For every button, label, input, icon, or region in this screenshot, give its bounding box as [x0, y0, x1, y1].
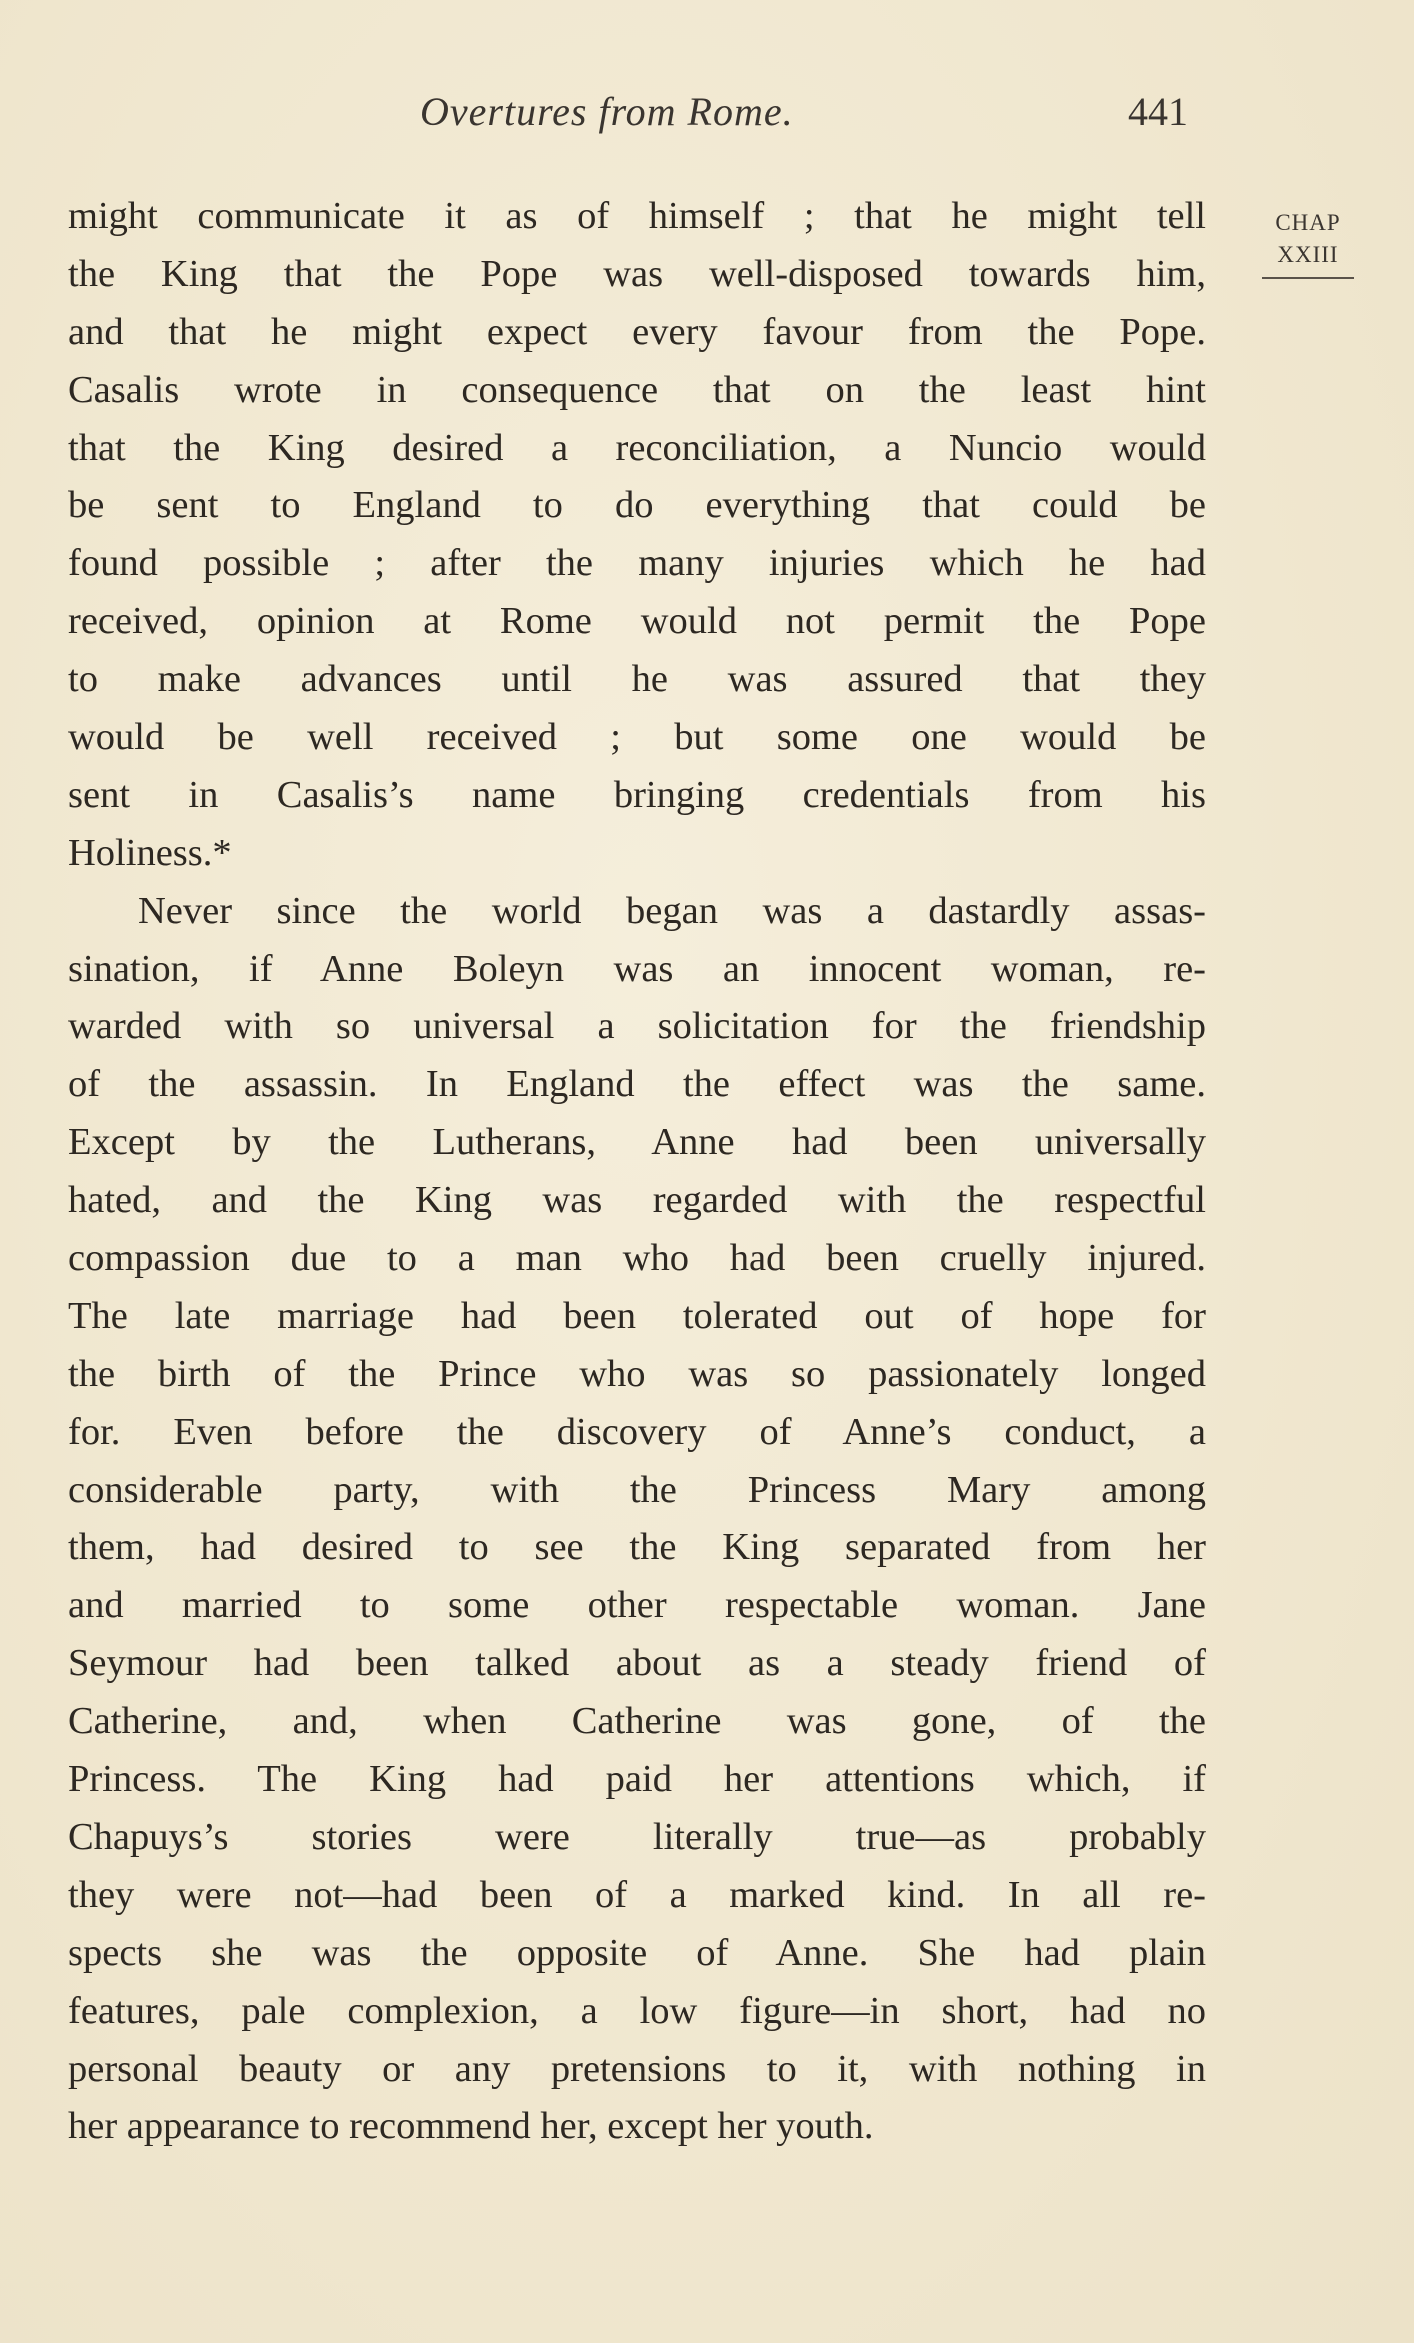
text-line: her appearance to recommend her, except her youth.	[68, 2105, 874, 2148]
text-line: found possible ; after the many injuries which he had	[68, 542, 1206, 585]
text-line: Never since the world began was a dastardly assas-	[138, 889, 1206, 932]
margin-note-chap: CHAP	[1275, 210, 1341, 235]
text-line: would be well received ; but some one would be	[68, 716, 1206, 759]
text-line: Except by the Lutherans, Anne had been universally	[68, 1121, 1206, 1164]
text-line: Seymour had been talked about as a steady friend of	[68, 1642, 1206, 1685]
body-text	[68, 188, 1206, 2156]
text-line: hated, and the King was regarded with the respectful	[68, 1179, 1206, 1222]
running-head-title: Overtures from Rome.	[420, 89, 794, 134]
text-line: sination, if Anne Boleyn was an innocent woman, re-	[68, 947, 1206, 990]
text-line: them, had desired to see the King separated from her	[68, 1526, 1206, 1569]
text-line: features, pale complexion, a low figure—in short, had no	[68, 1989, 1206, 2032]
text-line: they were not—had been of a marked kind. In all re-	[68, 1873, 1206, 1916]
text-line: of the assassin. In England the effect was the same.	[68, 1063, 1206, 1106]
text-line: received, opinion at Rome would not permit the Pope	[68, 600, 1206, 643]
text-line: warded with so universal a solicitation for the friendship	[68, 1005, 1206, 1048]
text-line: personal beauty or any pretensions to it, with nothing in	[68, 2047, 1206, 2090]
text-line: sent in Casalis’s name bringing credentials from his	[68, 773, 1206, 816]
text-line: and that he might expect every favour from the Pope.	[68, 310, 1206, 353]
text-line: to make advances until he was assured that they	[68, 658, 1206, 701]
text-line: compassion due to a man who had been cruelly injured.	[68, 1237, 1206, 1280]
text-line: Holiness.*	[68, 831, 232, 874]
text-line: the King that the Pope was well-disposed towards him,	[68, 252, 1206, 295]
text-line: and married to some other respectable woman. Jane	[68, 1584, 1206, 1627]
margin-note-rule	[1262, 277, 1354, 279]
text-line: for. Even before the discovery of Anne’s conduct, a	[68, 1410, 1206, 1453]
text-line: Princess. The King had paid her attentions which, if	[68, 1758, 1206, 1801]
text-line: The late marriage had been tolerated out of hope for	[68, 1294, 1206, 1337]
text-line: considerable party, with the Princess Mary among	[68, 1468, 1206, 1511]
text-line: that the King desired a reconciliation, a Nuncio would	[68, 426, 1206, 469]
text-line: be sent to England to do everything that could be	[68, 484, 1206, 527]
chapter-margin-note	[1262, 207, 1354, 279]
text-line: might communicate it as of himself ; that he might tell	[68, 195, 1206, 237]
text-line: the birth of the Prince who was so passionately longed	[68, 1352, 1206, 1395]
text-line: Chapuys’s stories were literally true—as probably	[68, 1815, 1206, 1858]
text-line: Catherine, and, when Catherine was gone, of the	[68, 1700, 1206, 1743]
text-line: spects she was the opposite of Anne. She had plain	[68, 1931, 1206, 1974]
margin-note-number: XXIII	[1277, 242, 1339, 267]
page-number: 441	[1128, 89, 1188, 134]
text-line: Casalis wrote in consequence that on the least hint	[68, 368, 1206, 411]
